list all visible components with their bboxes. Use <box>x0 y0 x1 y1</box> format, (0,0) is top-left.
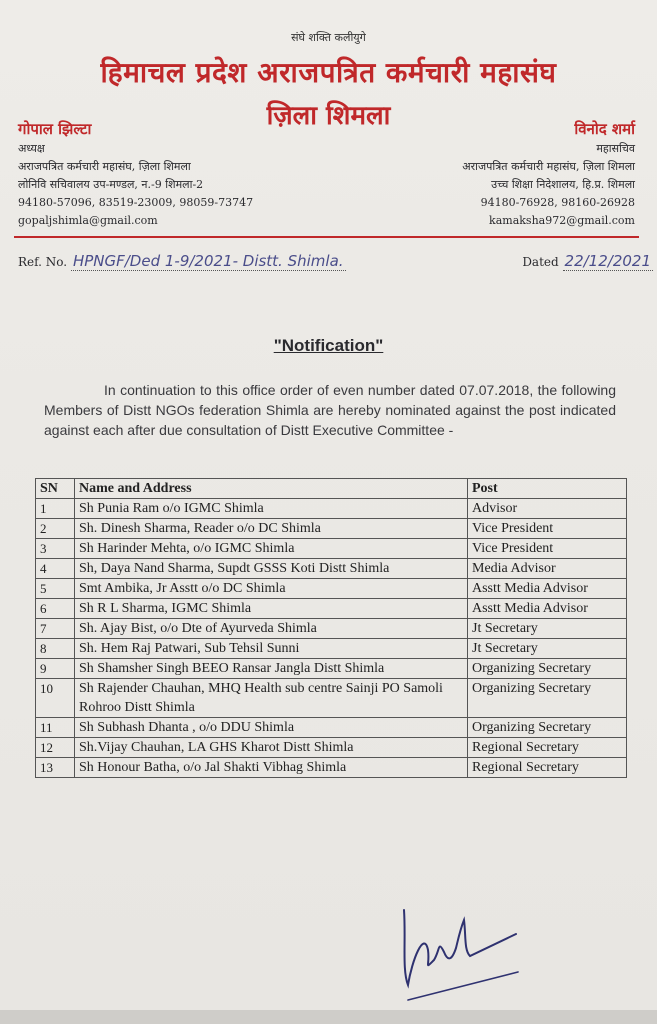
right-officer-office: उच्च शिक्षा निदेशालय, हि.प्र. शिमला <box>491 178 635 191</box>
dated-value: 22/12/2021 <box>564 252 651 270</box>
motto: संघे शक्ति कलीयुगे <box>291 31 366 44</box>
right-officer-designation: महासचिव <box>596 142 635 155</box>
row-name: Sh, Daya Nand Sharma, Supdt GSSS Koti Distt Shimla <box>75 559 468 579</box>
nominations-table <box>35 478 627 778</box>
row-name: Sh Rajender Chauhan, MHQ Health sub centre Sainji PO Samoli Rohroo Distt Shimla <box>75 679 468 718</box>
row-post: Organizing Secretary <box>468 718 627 738</box>
date-line <box>522 252 653 270</box>
dated-label: Dated <box>522 255 559 269</box>
row-post: Asstt Media Advisor <box>468 599 627 619</box>
row-post: Jt Secretary <box>468 619 627 639</box>
row-name: Sh Honour Batha, o/o Jal Shakti Vibhag Shimla <box>75 758 468 778</box>
header-name: Name and Address <box>75 479 468 499</box>
row-sn: 7 <box>36 619 75 639</box>
right-officer-email: kamaksha972@gmail.com <box>489 214 635 227</box>
row-sn: 9 <box>36 659 75 679</box>
row-sn: 6 <box>36 599 75 619</box>
left-officer-block <box>18 118 318 230</box>
table-row <box>36 639 627 659</box>
row-sn: 10 <box>36 679 75 718</box>
row-sn: 12 <box>36 738 75 758</box>
row-sn: 5 <box>36 579 75 599</box>
row-sn: 11 <box>36 718 75 738</box>
row-sn: 3 <box>36 539 75 559</box>
row-name: Sh. Dinesh Sharma, Reader o/o DC Shimla <box>75 519 468 539</box>
row-post: Vice President <box>468 539 627 559</box>
row-sn: 13 <box>36 758 75 778</box>
row-post: Media Advisor <box>468 559 627 579</box>
left-officer-office: लोनिवि सचिवालय उप-मण्डल, न.-9 शिमला-2 <box>18 178 204 191</box>
row-name: Sh. Hem Raj Patwari, Sub Tehsil Sunni <box>75 639 468 659</box>
row-post: Jt Secretary <box>468 639 627 659</box>
table-row <box>36 619 627 639</box>
left-officer-org: अराजपत्रित कर्मचारी महासंघ, ज़िला शिमला <box>18 160 191 173</box>
row-name: Sh. Ajay Bist, o/o Dte of Ayurveda Shimla <box>75 619 468 639</box>
district-name: ज़िला शिमला <box>266 101 391 131</box>
table-row <box>36 679 627 718</box>
table-row <box>36 519 627 539</box>
left-officer-designation: अध्यक्ष <box>18 142 45 155</box>
signature <box>394 890 524 1010</box>
table-header-row <box>36 479 627 499</box>
row-sn: 1 <box>36 499 75 519</box>
bottom-edge <box>0 1010 657 1024</box>
notification-body: In continuation to this office order of even number dated 07.07.2018, the following Members of Distt NGOs federation Shimla are hereby nominated against the post indicated against each after due consultation of Distt Executive Committee - <box>44 382 616 438</box>
row-sn: 2 <box>36 519 75 539</box>
row-post: Vice President <box>468 519 627 539</box>
table-row <box>36 659 627 679</box>
notification-title: "Notification" <box>273 336 384 355</box>
table-row <box>36 738 627 758</box>
table-row <box>36 539 627 559</box>
right-officer-name: विनोद शर्मा <box>574 120 635 138</box>
row-name: Sh Subhash Dhanta , o/o DDU Shimla <box>75 718 468 738</box>
table-row <box>36 758 627 778</box>
table-row <box>36 718 627 738</box>
right-officer-org: अराजपत्रित कर्मचारी महासंघ, ज़िला शिमला <box>462 160 635 173</box>
left-officer-phones: 94180-57096, 83519-23009, 98059-73747 <box>18 196 254 209</box>
right-officer-phones: 94180-76928, 98160-26928 <box>480 196 635 209</box>
row-sn: 4 <box>36 559 75 579</box>
row-post: Regional Secretary <box>468 738 627 758</box>
table-row <box>36 499 627 519</box>
row-sn: 8 <box>36 639 75 659</box>
row-name: Sh Punia Ram o/o IGMC Shimla <box>75 499 468 519</box>
header-sn: SN <box>36 479 75 499</box>
row-name: Sh Harinder Mehta, o/o IGMC Shimla <box>75 539 468 559</box>
row-post: Advisor <box>468 499 627 519</box>
right-officer-block <box>315 118 635 230</box>
left-officer-name: गोपाल झिल्टा <box>18 120 92 138</box>
header-post: Post <box>468 479 627 499</box>
reference-number <box>18 252 346 270</box>
ref-label: Ref. No. <box>18 255 68 269</box>
letterhead-divider <box>14 236 639 238</box>
row-name: Sh R L Sharma, IGMC Shimla <box>75 599 468 619</box>
left-officer-email: gopaljshimla@gmail.com <box>18 214 158 227</box>
row-post: Regional Secretary <box>468 758 627 778</box>
row-name: Sh.Vijay Chauhan, LA GHS Kharot Distt Shimla <box>75 738 468 758</box>
table-row <box>36 599 627 619</box>
row-post: Asstt Media Advisor <box>468 579 627 599</box>
row-name: Smt Ambika, Jr Asstt o/o DC Shimla <box>75 579 468 599</box>
table-row <box>36 559 627 579</box>
table-row <box>36 579 627 599</box>
organization-name: हिमाचल प्रदेश अराजपत्रित कर्मचारी महासंघ <box>100 56 557 89</box>
row-post: Organizing Secretary <box>468 659 627 679</box>
ref-value: HPNGF/Ded 1-9/2021- Distt. Shimla. <box>72 252 344 270</box>
row-name: Sh Shamsher Singh BEEO Ransar Jangla Distt Shimla <box>75 659 468 679</box>
row-post: Organizing Secretary <box>468 679 627 718</box>
